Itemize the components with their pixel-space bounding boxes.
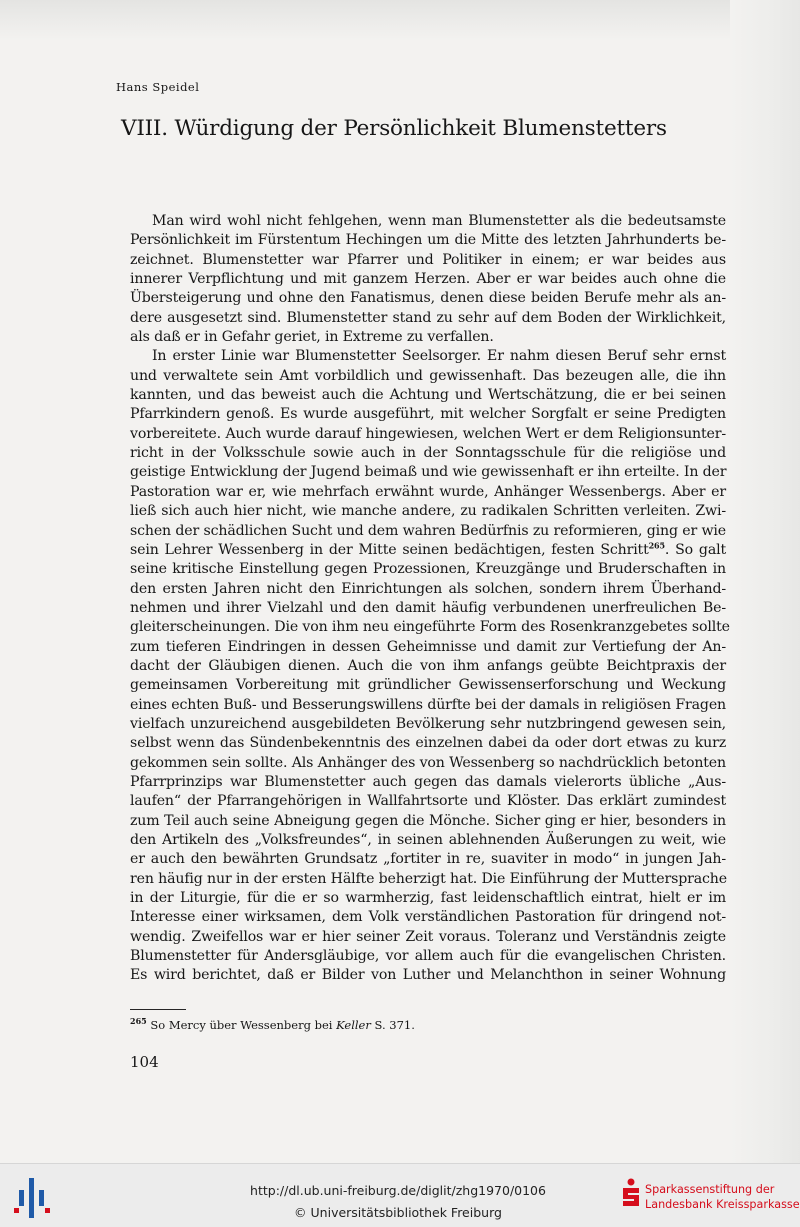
text-line bbox=[130, 212, 726, 231]
text-line bbox=[130, 870, 726, 889]
text-line bbox=[130, 560, 726, 579]
sponsor-line-2: Landesbank Kreissparkasse bbox=[645, 1198, 800, 1211]
text-line-content: Persönlichkeit im Fürstentum Hechingen um die Mitte des letzten Jahrhunderts be- bbox=[130, 232, 726, 249]
text-line-content: innerer Verpflichtung und mit ganzem Herzen. Aber er war beides auch ohne die bbox=[130, 271, 726, 288]
text-line-content: Pastoration war er, wie mehrfach erwähnt wurde, Anhänger Wessenbergs. Aber er bbox=[130, 483, 726, 500]
text-line-content: kannten, und das beweist auch die Achtung und Wertschätzung, die er bei seinen bbox=[130, 387, 726, 404]
text-line-content: zeichnet. Blumenstetter war Pfarrer und Politiker in einem; er war beides aus bbox=[130, 251, 726, 268]
text-line-content: wendig. Zweifellos war er hier seiner Zeit voraus. Toleranz und Verständnis zeigte bbox=[130, 928, 726, 945]
text-line bbox=[130, 599, 726, 618]
body-text bbox=[130, 212, 730, 986]
text-line bbox=[130, 251, 726, 270]
footnote-rule bbox=[130, 1009, 186, 1010]
text-line bbox=[130, 328, 726, 347]
sponsor-text bbox=[645, 1182, 800, 1212]
text-line-content: Pfarrkindern genoß. Es wurde ausgeführt, mit welcher Sorgfalt er seine Predigten bbox=[130, 406, 726, 423]
text-line-content: laufen“ der Pfarrangehörigen in Wallfahrtsorte und Klöster. Das erklärt zumindest bbox=[130, 793, 726, 810]
permalink-url[interactable]: http://dl.ub.uni-freiburg.de/diglit/zhg1970/0106 bbox=[250, 1183, 546, 1198]
text-line bbox=[130, 715, 726, 734]
text-line bbox=[130, 386, 726, 405]
text-line bbox=[130, 444, 726, 463]
text-line bbox=[130, 347, 726, 366]
text-line-content: dere ausgesetzt sind. Blumenstetter stand zu sehr auf dem Boden der Wirklichkeit, bbox=[130, 309, 726, 326]
text-line bbox=[130, 947, 726, 966]
text-line bbox=[130, 425, 726, 444]
text-line bbox=[130, 463, 726, 482]
text-line-content: Interesse einer wirksamen, dem Volk verständlichen Pastoration für dringend not- bbox=[130, 909, 726, 926]
copyright-notice: © Universitätsbibliothek Freiburg bbox=[294, 1205, 502, 1220]
text-line-content: zum Teil auch seine Abneigung gegen die Mönche. Sicher ging er hier, besonders in bbox=[130, 812, 726, 829]
chapter-title: VIII. Würdigung der Persönlichkeit Blumenstetters bbox=[121, 116, 667, 141]
text-line-content: ließ sich auch hier nicht, wie manche andere, zu radikalen Schritten verleiten. Zwi- bbox=[130, 503, 726, 520]
footnote bbox=[130, 1018, 415, 1032]
text-line bbox=[130, 231, 726, 250]
text-line-content: Es wird berichtet, daß er Bilder von Luther und Melanchthon in seiner Wohnung bbox=[130, 967, 726, 984]
footnote-text-after: S. 371. bbox=[370, 1018, 415, 1032]
text-line bbox=[130, 483, 726, 502]
text-line-content: und verwaltete sein Amt vorbildlich und gewissenhaft. Das bezeugen alle, die ihn bbox=[130, 367, 726, 384]
running-head: Hans Speidel bbox=[116, 80, 200, 94]
text-line-content: den Artikeln des „Volksfreundes“, in seinen ablehnenden Äußerungen zu weit, wie bbox=[130, 832, 726, 848]
text-line-content: zum tieferen Eindringen in dessen Geheimnisse und damit zur Vertiefung der An- bbox=[130, 638, 726, 655]
text-line-content: Man wird wohl nicht fehlgehen, wenn man Blumenstetter als die bedeutsamste bbox=[152, 213, 726, 229]
footnote-ref-265[interactable]: 265 bbox=[648, 540, 665, 551]
text-line-content: seine kritische Einstellung gegen Prozessionen, Kreuzgänge und Bruderschaften in bbox=[130, 561, 726, 578]
text-line bbox=[130, 696, 726, 715]
text-line-content: den ersten Jahren nicht den Einrichtungen als solchen, sondern ihrem Überhand- bbox=[130, 580, 726, 597]
text-line bbox=[130, 754, 726, 773]
text-line bbox=[130, 966, 726, 985]
text-line-content: schen der schädlichen Sucht und dem wahren Bedürfnis zu reformieren, ging er wie bbox=[130, 522, 726, 539]
text-line-continuation: . So galt bbox=[664, 541, 726, 558]
text-line-content: vielfach unzureichend ausgebildeten Bevölkerung sehr nutzbringend gewesen sein, bbox=[130, 715, 726, 732]
text-line-content: gekommen sein sollte. Als Anhänger des von Wessenberg so nachdrücklich betonten bbox=[130, 754, 726, 771]
sparkasse-sponsor[interactable] bbox=[620, 1178, 800, 1218]
text-line bbox=[130, 541, 726, 560]
text-line bbox=[130, 773, 726, 792]
footer-bar bbox=[0, 1163, 800, 1227]
footnote-text-before: So Mercy über Wessenberg bei bbox=[146, 1018, 337, 1032]
text-line bbox=[130, 908, 726, 927]
text-line bbox=[130, 309, 726, 328]
text-line bbox=[130, 638, 726, 657]
sparkasse-s-logo-icon bbox=[620, 1178, 642, 1210]
sponsor-line-1: Sparkassenstiftung der bbox=[645, 1183, 775, 1196]
text-line bbox=[130, 812, 726, 831]
text-line bbox=[130, 502, 726, 521]
text-line-content: Blumenstetter für Andersgläubige, vor allem auch für die evangelischen Christen. bbox=[130, 948, 726, 965]
text-line bbox=[130, 657, 726, 676]
scan-shadow-right bbox=[730, 0, 800, 1163]
text-line-content: als daß er in Gefahr geriet, in Extreme zu verfallen. bbox=[130, 329, 494, 346]
footnote-author: Keller bbox=[336, 1018, 371, 1032]
text-line-content: ren häufig nur in der ersten Hälfte beherzigt hat. Die Einführung der Muttersprache bbox=[130, 870, 727, 887]
text-line-content: in der Liturgie, für die er so warmherzig, fast leidenschaftlich eintrat, hielt er im bbox=[130, 890, 726, 907]
text-line bbox=[130, 850, 726, 869]
text-line-content: selbst wenn das Sündenbekenntnis des einzelnen dabei da oder dort etwas zu kurz bbox=[130, 735, 726, 752]
text-line-content: Übersteigerung und ohne den Fanatismus, denen diese beiden Berufe mehr als an- bbox=[130, 290, 726, 307]
scan-shadow-top bbox=[0, 0, 800, 40]
text-line bbox=[130, 580, 726, 599]
text-line-content: nehmen und ihrer Vielzahl und den damit häufig verbundenen unerfreulichen Be- bbox=[130, 599, 726, 616]
text-line bbox=[130, 367, 726, 386]
text-line-content: In erster Linie war Blumenstetter Seelsorger. Er nahm diesen Beruf sehr ernst bbox=[152, 348, 726, 365]
text-line bbox=[130, 928, 726, 947]
text-line-content: Pfarrprinzips war Blumenstetter auch gegen das damals vielerorts übliche „Aus- bbox=[130, 773, 726, 790]
text-line-content: vorbereitete. Auch wurde darauf hingewiesen, welchen Wert er dem Religionsunter- bbox=[130, 425, 726, 442]
text-line bbox=[130, 734, 726, 753]
text-line-content: geistige Entwicklung der Jugend beimaß und wie gewissenhaft er ihn erteilte. In der bbox=[130, 464, 727, 481]
text-line bbox=[130, 792, 726, 811]
text-line-content: richt in der Volksschule sowie auch in der Sonntagsschule für die religiöse und bbox=[130, 445, 726, 462]
text-line bbox=[130, 889, 726, 908]
text-line bbox=[130, 270, 726, 289]
text-line-content: er auch den bewährten Grundsatz „fortiter in re, suaviter in modo“ in jungen Jah- bbox=[130, 851, 726, 868]
text-line-content: gemeinsamen Vorbereitung mit gründlicher Gewissenserforschung und Weckung bbox=[130, 677, 726, 694]
text-line bbox=[130, 618, 730, 637]
text-line-content: eines echten Buß- und Besserungswillens dürfte bei der damals in religiösen Fragen bbox=[130, 696, 726, 713]
text-line-content: gleiterscheinungen. Die von ihm neu eingeführte Form des Rosenkranzgebetes sollte bbox=[130, 619, 730, 636]
text-line-content: dacht der Gläubigen dienen. Auch die von ihm anfangs geübte Beichtpraxis der bbox=[130, 657, 726, 674]
text-line bbox=[130, 405, 726, 424]
footnote-number: 265 bbox=[130, 1016, 147, 1027]
text-line bbox=[130, 676, 726, 695]
ub-freiburg-logo-icon[interactable] bbox=[14, 1178, 50, 1218]
text-line bbox=[130, 831, 726, 850]
text-line-content: sein Lehrer Wessenberg in der Mitte seinen bedächtigen, festen Schritt bbox=[130, 541, 649, 558]
page-number: 104 bbox=[130, 1053, 159, 1071]
text-line bbox=[130, 522, 726, 541]
text-line bbox=[130, 289, 726, 308]
